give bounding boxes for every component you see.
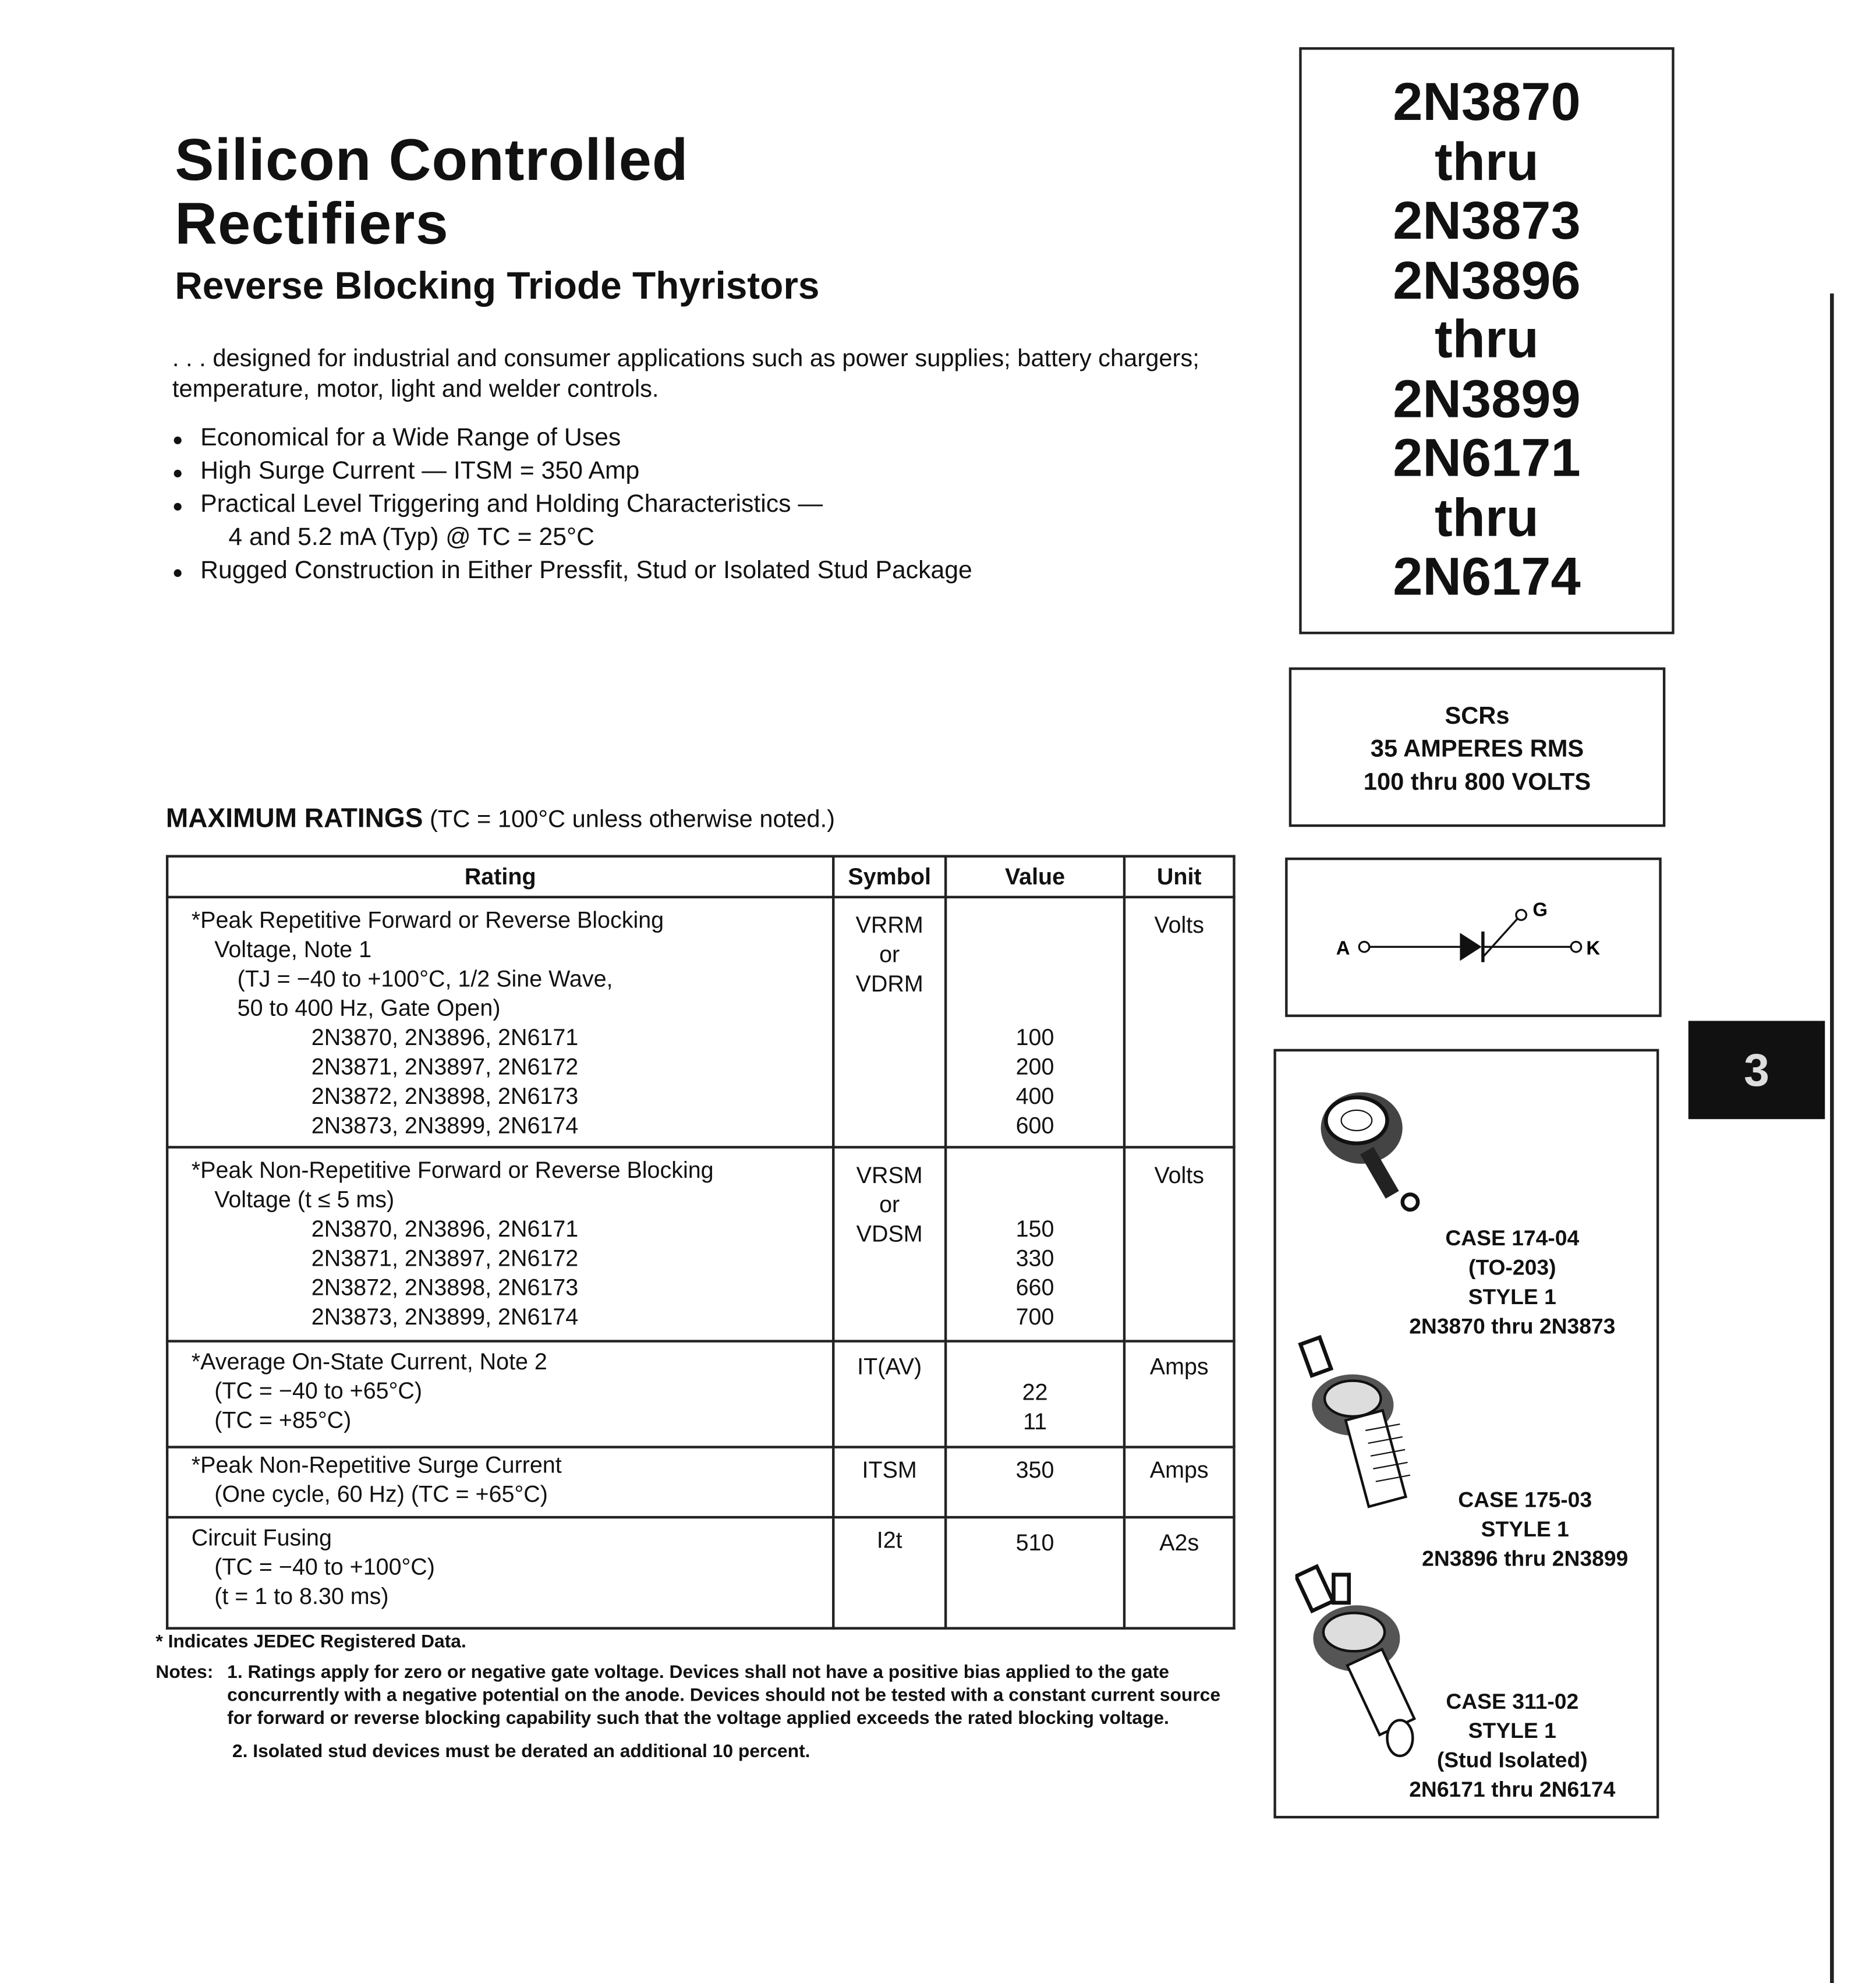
part-line: thru [1434, 309, 1539, 369]
rating-text: Voltage, Note 1 [214, 936, 372, 962]
case-line: STYLE 1 [1481, 1517, 1569, 1542]
rating-text: 50 to 400 Hz, Gate Open) [237, 995, 501, 1021]
footnotes [155, 1631, 1240, 1764]
value-text: 200 [1015, 1054, 1054, 1080]
value-text: 700 [1015, 1304, 1054, 1330]
description: . . . designed for industrial and consumer applications such as power supplies; battery chargers; temperature, motor, light and welder controls. [172, 345, 1199, 403]
part-line: 2N6171 [1393, 427, 1581, 488]
rating-text: Circuit Fusing [191, 1525, 332, 1551]
case-label [1378, 1224, 1646, 1341]
symbol-text: or [879, 1192, 900, 1217]
rating-text: *Peak Non-Repetitive Surge Current [191, 1452, 562, 1478]
part-line: 2N6174 [1393, 546, 1581, 607]
rating-text: *Average On-State Current, Note 2 [191, 1348, 547, 1375]
unit-text: Amps [1124, 1447, 1234, 1518]
symbol-text: IT(AV) [857, 1354, 922, 1380]
part-group: 2N3873, 2N3899, 2N6174 [311, 1113, 579, 1139]
scr-symbol-box [1285, 858, 1662, 1017]
title-line: Rectifiers [175, 190, 449, 257]
notes-label: Notes: [155, 1662, 214, 1683]
case-174-image [1308, 1077, 1436, 1217]
feature-item: ● Economical for a Wide Range of Uses [172, 421, 972, 454]
case-line: (Stud Isolated) [1436, 1748, 1588, 1773]
part-line: 2N3899 [1393, 368, 1581, 429]
summary-line: 35 AMPERES RMS [1370, 736, 1584, 763]
summary-line: SCRs [1445, 703, 1510, 730]
value-text: 22 [1022, 1379, 1048, 1405]
part-group: 2N3872, 2N3898, 2N6173 [311, 1274, 579, 1301]
case-line: STYLE 1 [1468, 1719, 1556, 1743]
case-line: CASE 311-02 [1446, 1689, 1579, 1714]
section-tab: 3 [1689, 1021, 1825, 1119]
anode-label: A [1336, 937, 1350, 959]
value-text: 150 [1015, 1216, 1054, 1242]
part-group: 2N3873, 2N3899, 2N6174 [311, 1304, 579, 1330]
rating-text: (TC = +85°C) [214, 1407, 352, 1433]
table-row [167, 1147, 1234, 1341]
part-line: thru [1434, 130, 1539, 191]
rating-text: *Peak Repetitive Forward or Reverse Blocking [191, 907, 664, 933]
cathode-label: K [1586, 937, 1601, 959]
ratings-title: MAXIMUM RATINGS [165, 803, 423, 834]
value-text: 600 [1015, 1113, 1054, 1139]
symbol-text: ITSM [862, 1457, 917, 1483]
symbol-text: VDSM [856, 1221, 923, 1247]
rating-text: (t = 1 to 8.30 ms) [214, 1584, 389, 1609]
title-line: Silicon Controlled [175, 126, 689, 193]
symbol-text: VRSM [856, 1162, 923, 1188]
column-header: Unit [1124, 856, 1234, 897]
part-group: 2N3870, 2N3896, 2N6171 [311, 1216, 579, 1242]
rating-text: *Peak Non-Repetitive Forward or Reverse Blocking [191, 1157, 714, 1183]
part-group: 2N3872, 2N3898, 2N6173 [311, 1083, 579, 1109]
column-header: Symbol [833, 856, 946, 897]
part-line: 2N3870 [1393, 71, 1581, 132]
part-group: 2N3870, 2N3896, 2N6171 [311, 1025, 579, 1050]
case-line: 2N3896 thru 2N3899 [1422, 1546, 1629, 1571]
jedec-footnote: * Indicates JEDEC Registered Data. [155, 1632, 466, 1653]
ratings-table [166, 855, 1236, 1630]
unit-text: Amps [1124, 1341, 1234, 1447]
value-text: 510 [1015, 1529, 1054, 1556]
rating-text: (One cycle, 60 Hz) (TC = +65°C) [214, 1481, 548, 1507]
feature-item-continued: 4 and 5.2 mA (Typ) @ TC = 25°C [228, 523, 595, 551]
part-number-box [1299, 47, 1674, 634]
symbol-text: VRRM [855, 912, 923, 938]
case-label [1391, 1485, 1659, 1573]
case-label [1378, 1687, 1646, 1805]
symbol-text: I2t [876, 1527, 902, 1553]
table-header-row [167, 856, 1234, 897]
table-row [167, 1341, 1234, 1447]
part-line: thru [1434, 487, 1539, 547]
unit-text: A2s [1124, 1517, 1234, 1628]
part-line: 2N3896 [1393, 249, 1581, 310]
part-group: 2N3871, 2N3897, 2N6172 [311, 1054, 579, 1080]
part-line: 2N3873 [1393, 190, 1581, 250]
symbol-text: VDRM [855, 971, 923, 997]
symbol-text: or [879, 941, 900, 968]
note-2: 2. Isolated stud devices must be derated an additional 10 percent. [232, 1741, 810, 1762]
note-1: 1. Ratings apply for zero or negative gate voltage. Devices shall not have a positive bias applied to the gate concurrently with a negative potential on the anode. Devices should not be tested with a constant current source for forward or reverse blocking capability such that the voltage applied exceeds the rated blocking voltage. [227, 1662, 1221, 1729]
value-text: 660 [1015, 1274, 1054, 1301]
page-edge-line [1830, 293, 1834, 1983]
table-row [167, 897, 1234, 1148]
case-line: STYLE 1 [1468, 1285, 1556, 1309]
page-subtitle: Reverse Blocking Triode Thyristors [175, 265, 820, 308]
gate-label: G [1532, 898, 1548, 920]
summary-line: 100 thru 800 VOLTS [1363, 769, 1591, 796]
column-header: Rating [167, 856, 833, 897]
ratings-heading [166, 804, 835, 835]
value-text: 100 [1015, 1025, 1054, 1050]
feature-item: ● High Surge Current — ITSM = 350 Amp [172, 454, 972, 487]
feature-item: ● Practical Level Triggering and Holding Characteristics — [172, 487, 972, 520]
rating-text: (TC = −40 to +65°C) [214, 1378, 423, 1404]
feature-list [172, 421, 972, 587]
rating-text: (TC = −40 to +100°C) [214, 1554, 435, 1580]
unit-text: Volts [1124, 897, 1234, 1148]
case-box [1273, 1049, 1659, 1819]
summary-box [1289, 667, 1666, 827]
page-title [175, 128, 688, 255]
case-line: (TO-203) [1468, 1255, 1556, 1280]
rating-text: Voltage (t ≤ 5 ms) [214, 1187, 395, 1213]
case-line: CASE 174-04 [1445, 1226, 1580, 1251]
value-text: 400 [1015, 1083, 1054, 1109]
column-header: Value [946, 856, 1124, 897]
scr-symbol-icon [1288, 860, 1659, 1014]
value-text: 11 [1023, 1408, 1047, 1435]
table-row [167, 1517, 1234, 1628]
feature-item: ● Rugged Construction in Either Pressfit, Stud or Isolated Stud Package [172, 554, 972, 587]
rating-text: (TJ = −40 to +100°C, 1/2 Sine Wave, [237, 966, 613, 992]
value-text: 330 [1015, 1245, 1054, 1272]
part-group: 2N3871, 2N3897, 2N6172 [311, 1245, 579, 1272]
case-line: 2N3870 thru 2N3873 [1409, 1314, 1616, 1339]
ratings-condition: (TC = 100°C unless otherwise noted.) [430, 806, 836, 834]
case-line: CASE 175-03 [1458, 1488, 1592, 1513]
case-line: 2N6171 thru 2N6174 [1409, 1777, 1616, 1802]
value-text: 350 [1015, 1457, 1054, 1483]
table-row [167, 1447, 1234, 1518]
unit-text: Volts [1124, 1147, 1234, 1341]
